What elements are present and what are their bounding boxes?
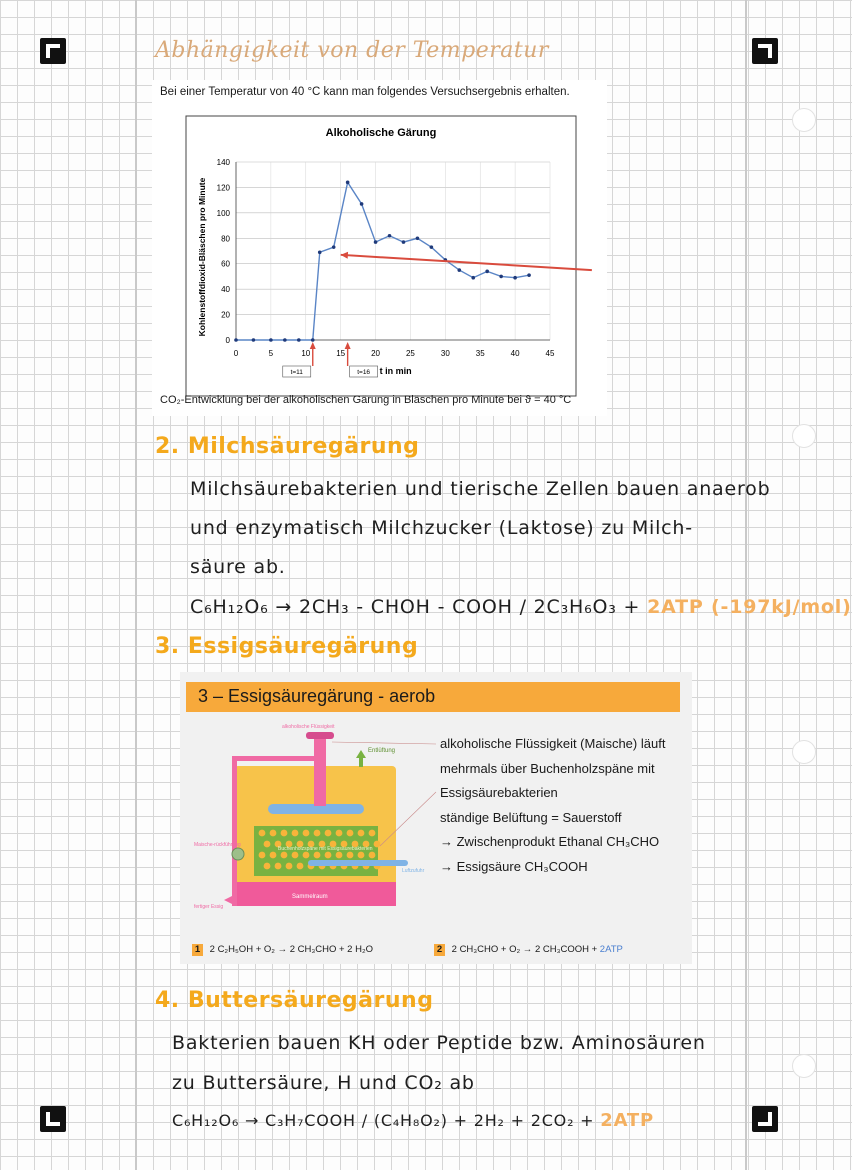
x-tick-label: 0: [233, 349, 239, 358]
corner-marker-top-right-icon: [752, 38, 778, 64]
data-point: [471, 276, 475, 280]
chip-dot: [286, 863, 293, 870]
data-point: [283, 338, 287, 342]
chip-dot: [303, 830, 310, 837]
butyric-formula-energy: 2ATP: [600, 1110, 654, 1131]
slide-bullets: [440, 732, 665, 879]
data-point: [499, 275, 503, 279]
data-point: [311, 338, 315, 342]
reaction-2-energy: 2ATP: [599, 944, 623, 955]
chip-dot: [281, 830, 288, 837]
data-point: [527, 273, 531, 277]
data-point: [416, 236, 420, 240]
chip-dot: [336, 830, 343, 837]
data-point: [457, 268, 461, 272]
reaction-1: [192, 944, 373, 956]
chip-dot: [369, 830, 376, 837]
chip-dot: [374, 841, 381, 848]
x-tick-label: 20: [371, 349, 381, 358]
text-line: Milchsäurebakterien und tierische Zellen bauen anaerob: [190, 478, 771, 500]
acetic-slide: [180, 672, 692, 964]
outlet-label: fertiger Essig: [194, 904, 224, 910]
corner-marker-bottom-right-icon: [752, 1106, 778, 1132]
x-tick-label: 30: [440, 349, 450, 358]
heading-buttersaeuregaerung: 4. Buttersäuregärung: [155, 988, 434, 1013]
chip-dot: [336, 852, 343, 859]
punch-hole-3: [792, 740, 816, 764]
chip-dot: [347, 852, 354, 859]
data-point: [374, 240, 378, 244]
chip-dot: [358, 830, 365, 837]
return-pipe-top: [232, 756, 316, 761]
x-tick-label: 45: [545, 349, 555, 358]
data-point: [513, 276, 517, 280]
chip-dot: [259, 830, 266, 837]
reaction-1-number: 1: [192, 944, 203, 956]
x-tick-label: 5: [268, 349, 274, 358]
inlet-cap: [306, 732, 334, 739]
text-line: zu Buttersäure, H und CO₂ ab: [172, 1072, 475, 1094]
corner-marker-top-left-icon: [40, 38, 66, 64]
x-tick-label: 25: [405, 349, 415, 358]
y-tick-label: 60: [221, 259, 230, 269]
inlet-label: alkoholische Flüssigkeit: [282, 724, 335, 730]
vent-arrow-shaft: [359, 758, 363, 767]
chip-dot: [270, 852, 277, 859]
lactic-formula-energy: 2ATP (-197kJ/mol): [647, 596, 852, 618]
data-point: [388, 234, 392, 238]
data-point: [360, 202, 364, 206]
air-pipe: [308, 860, 408, 866]
air-label: Luftzufuhr: [402, 868, 425, 874]
heading-milchsaeuregaerung: 2. Milchsäuregärung: [155, 434, 420, 459]
lactic-formula-text: C₆H₁₂O₆ → 2CH₃ - CHOH - COOH / 2C₃H₆O₃ +: [190, 596, 641, 618]
x-tick-label: 15: [336, 349, 346, 358]
pump-icon: [232, 848, 244, 860]
x-tick-label: 10: [301, 349, 311, 358]
vent-arrow-icon: [356, 750, 366, 758]
butyric-formula-text: C₆H₁₂O₆ → C₃H₇COOH / (C₄H₈O₂) + 2H₂ + 2CO₂ +: [172, 1111, 595, 1130]
margin-line-left: [135, 0, 137, 1170]
y-tick-label: 120: [216, 183, 230, 193]
vent-label: Entlüftung: [368, 748, 396, 754]
chip-dot: [275, 863, 282, 870]
chip-dot: [369, 852, 376, 859]
chip-dot: [347, 830, 354, 837]
marker-label: t=11: [290, 369, 303, 376]
collection-label: Sammelraum: [292, 894, 328, 900]
inlet-pipe: [314, 736, 326, 806]
chart-title: Alkoholische Gärung: [325, 127, 437, 139]
chips-label: Buchenholzspäne mit Essigsäurebakterien: [278, 846, 373, 852]
chart-panel: [152, 80, 607, 416]
chip-dot: [325, 830, 332, 837]
chip-dot: [314, 830, 321, 837]
text-line: Bakterien bauen KH oder Peptide bzw. Aminosäuren: [172, 1032, 706, 1054]
x-tick-label: 35: [475, 349, 485, 358]
reaction-2-text: 2 CH₃CHO + O₂ → 2 CH₃COOH +: [451, 944, 598, 955]
y-tick-label: 0: [225, 336, 230, 345]
data-point: [252, 338, 256, 342]
corner-marker-bottom-left-icon: [40, 1106, 66, 1132]
slide-banner: [186, 682, 680, 712]
y-tick-label: 80: [221, 234, 230, 244]
data-point: [485, 270, 489, 274]
bullet-line: → Zwischenprodukt Ethanal CH₃CHO: [440, 834, 660, 849]
y-tick-label: 100: [216, 208, 230, 218]
lactic-formula: [190, 596, 852, 618]
marker-label: t=16: [357, 369, 371, 376]
x-tick-label: 40: [510, 349, 520, 358]
chip-dot: [292, 830, 299, 837]
bullet-line: alkoholische Flüssigkeit (Maische) läuft: [440, 736, 666, 751]
butyric-formula: [172, 1110, 654, 1131]
data-point: [318, 250, 322, 254]
acetic-generator-diagram: [180, 722, 430, 932]
reaction-2-number: 2: [434, 944, 445, 956]
chip-dot: [264, 841, 271, 848]
page-title: Abhängigkeit von der Temperatur: [155, 38, 549, 63]
chip-dot: [259, 852, 266, 859]
punch-hole-1: [792, 108, 816, 132]
reaction-1-text: 2 C₂H₅OH + O₂ → 2 CH₃CHO + 2 H₂O: [209, 944, 374, 955]
chip-dot: [297, 863, 304, 870]
alcoholic-fermentation-chart: [152, 112, 607, 412]
return-pipe: [232, 756, 237, 906]
bullet-line: Essigsäurebakterien: [440, 785, 558, 800]
text-line: säure ab.: [190, 556, 286, 578]
chart-caption: CO₂-Entwicklung bei der alkoholischen Gärung in Bläschen pro Minute bei ϑ = 40 °C: [160, 394, 572, 406]
outlet-arrow-icon: [224, 896, 232, 904]
chart-y-axis-label: Kohlenstoffdioxid-Bläschen pro Minute: [197, 177, 207, 337]
chip-dot: [303, 852, 310, 859]
chart-x-axis-label: t in min: [379, 366, 412, 376]
chip-dot: [314, 852, 321, 859]
y-tick-label: 40: [221, 285, 230, 295]
bullet-line: ständige Belüftung = Sauerstoff: [440, 809, 622, 825]
chart-intro-text: Bei einer Temperatur von 40 °C kann man folgendes Versuchsergebnis erhalten.: [160, 86, 570, 98]
bullet-line: → Essigsäure CH₃COOH: [440, 858, 588, 874]
pump-label: Maische-rückführung: [194, 842, 241, 848]
data-point: [297, 338, 301, 342]
data-point: [346, 181, 350, 185]
bullet-line: mehrmals über Buchenholzspäne mit: [440, 760, 655, 776]
chip-dot: [325, 852, 332, 859]
text-line: und enzymatisch Milchzucker (Laktose) zu Milch-: [190, 517, 693, 539]
data-point: [269, 338, 273, 342]
margin-line-right: [745, 0, 747, 1170]
chip-dot: [264, 863, 271, 870]
chip-dot: [270, 830, 277, 837]
chip-dot: [292, 852, 299, 859]
slide-title: 3 – Essigsäuregärung - aerob: [198, 686, 436, 706]
y-tick-label: 20: [221, 310, 230, 320]
pointer-line: [332, 742, 436, 744]
punch-hole-4: [792, 1054, 816, 1078]
chip-dot: [281, 852, 288, 859]
chip-dot: [358, 852, 365, 859]
y-tick-label: 140: [216, 158, 230, 167]
data-point: [430, 245, 434, 249]
data-point: [234, 338, 238, 342]
reaction-2: [434, 944, 623, 956]
punch-hole-2: [792, 424, 816, 448]
heading-essigsaeuregaerung: 3. Essigsäuregärung: [155, 634, 419, 659]
data-point: [402, 240, 406, 244]
data-point: [332, 245, 336, 249]
